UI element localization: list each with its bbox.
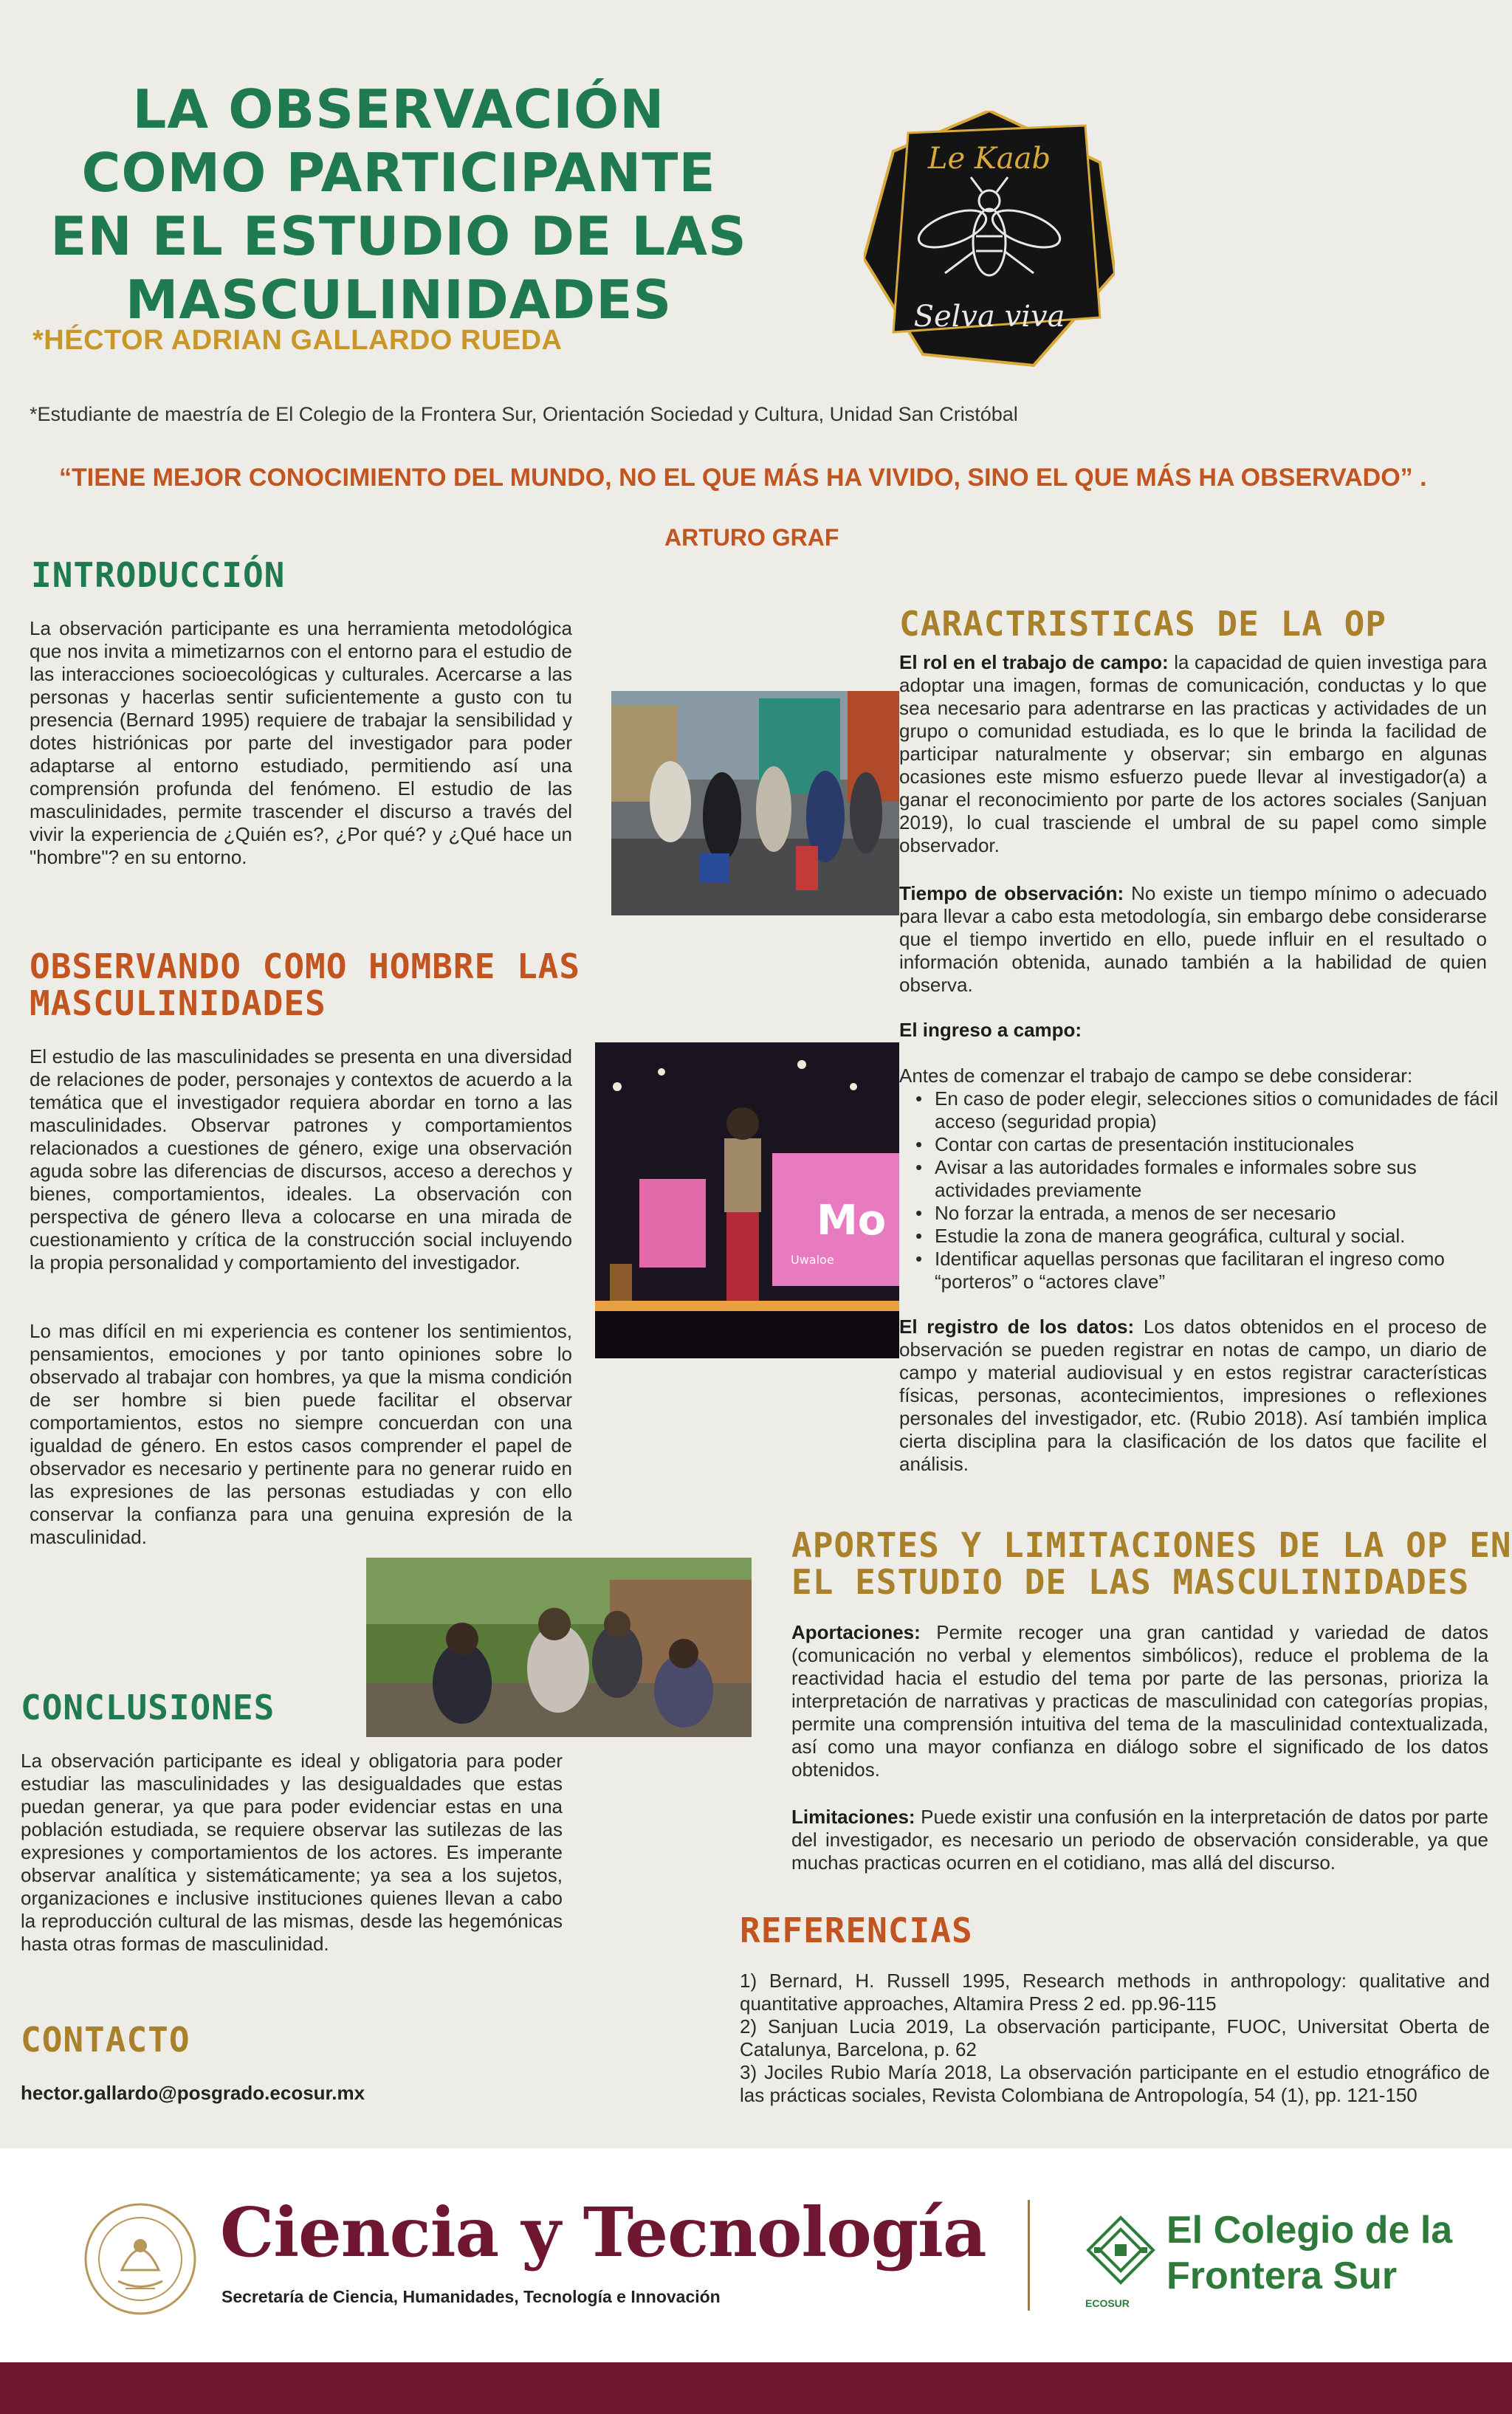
list-item: • Estudie la zona de manera geográfica, cultural y social. [915,1225,1503,1248]
reference-item: 1) Bernard, H. Russell 1995, Research methods in anthropology: qualitative and quantitative approaches, Altamira Press 2 ed. pp.96-115 [740,1970,1490,2015]
ecosur-label: ECOSUR [1085,2297,1130,2309]
colegio-line-2: Frontera Sur [1166,2255,1398,2297]
aportes-heading-line1: APORTES Y LIMITACIONES DE LA OP EN [791,1525,1512,1565]
observando-heading-line1: OBSERVANDO COMO HOMBRE LAS [30,946,581,986]
epigraph-quote: “TIENE MEJOR CONOCIMIENTO DEL MUNDO, NO EL QUE MÁS HA VIVIDO, SINO EL QUE MÁS HA OBSERVADO” . [59,464,1427,492]
tiempo-text: No existe un tiempo mínimo o adecuado para llevar a cabo esta metodología, sin embargo debe considerarse que el tiempo invertido en ello, puede influir en el resultado o información obtenida, aunado también a la habilidad de quien observa. [899,882,1487,996]
reference-item: 3) Jociles Rubio María 2018, La observación participante en el estudio etnográfico de las prácticas sociales, Revista Colombiana de Antropología, 54 (1), pp. 121-150 [740,2061,1490,2106]
group-photo [366,1558,752,1737]
aportes-heading-line2: EL ESTUDIO DE LAS MASCULINIDADES [791,1562,1470,1602]
ciencia-tecnologia-logotype: Ciencia y Tecnología [220,2193,986,2272]
caracteristicas-heading: CARACTRISTICAS DE LA OP [899,604,1386,644]
list-item: • Avisar a las autoridades formales e informales sobre sus actividades previamente [915,1156,1503,1202]
contacto-heading: CONTACTO [21,2020,190,2060]
observando-paragraph-1: El estudio de las masculinidades se presenta en una diversidad de relaciones de poder, personajes y contextos de acuerdo a la temática que el investigador requiera abordar en torno a las masculinidades. Observar patrones y comportamientos relacionados a cuestiones de género, exige una observación aguda sobre las diferencias de discursos, acceso a derechos y bienes, comportamientos, ideales. La observación con perspectiva de género lleva a colocarse en una mirada de cuestionamiento y crítica de la construcción social incluyendo la propia personalidad y comportamiento del investigador. [30,1045,572,1273]
le-kaab-logo [864,111,1115,369]
colegio-frontera-sur-name [1166,2207,1452,2299]
intro-heading: INTRODUCCIÓN [31,555,286,595]
aportaciones-paragraph [791,1621,1488,1781]
aportaciones-text: Permite recoger una gran cantidad y variedad de datos (comunicación no verbal y elementos simbólicos), reduce el problema de la reactividad hacia el estudio del tema por parte de las personas, prioriza la interpretación de narrativas y practicas de masculinidad con categorías propias, permite una comprensión intuitiva del tema de la masculinidad contextualizada, así como una mayor confianza en diálogo sobre el significado de los datos obtenidos. [791,1621,1488,1781]
list-item: • Contar con cartas de presentación institucionales [915,1133,1503,1156]
list-item: • No forzar la entrada, a menos de ser necesario [915,1202,1503,1225]
referencias-list [740,1970,1490,2107]
ingreso-label-text: El ingreso a campo: [899,1019,1082,1041]
festival-photo [611,691,899,915]
stage-photo [595,1042,899,1358]
stage-banner-text: Mo [817,1197,887,1245]
logo-top-text: Le Kaab [927,142,1051,176]
conclusiones-heading: CONCLUSIONES [21,1688,275,1727]
rol-label: El rol en el trabajo de campo: [899,651,1169,673]
contact-email[interactable]: hector.gallardo@posgrado.ecosur.mx [21,2082,365,2104]
registro-text: Los datos obtenidos en el proceso de observación se pueden registrar en notas de campo, un diario de campo y material audiovisual y en estos registrar características físicas, personas, acontecimientos, impresiones o reflexiones personales del investigador, etc. (Rubio 2018). Así también implica cierta disciplina para la clasificación de los datos que facilite el análisis. [899,1316,1487,1475]
registro-label: El registro de los datos: [899,1316,1135,1338]
author-name: *HÉCTOR ADRIAN GALLARDO RUEDA [32,325,563,356]
ingreso-intro: Antes de comenzar el trabajo de campo se debe considerar: [899,1065,1413,1087]
aportaciones-label: Aportaciones: [791,1621,921,1643]
secretaria-text: Secretaría de Ciencia, Humanidades, Tecnología e Innovación [221,2287,721,2306]
intro-text: La observación participante es una herramienta metodológica que nos invita a mimetizarnos con el entorno para el estudio de las interacciones socioecológicas y culturales. Acercarse a las personas y hacerlas sentir suficientemente a gusto con tu presencia (Bernard 1995) requiere de trabajar la sensibilidad y dotes histriónicas por parte del investigador para poder adaptarse al entorno estudiado, permitiendo así una comprensión profunda del fenómeno. El estudio de las masculinidades, permite trascender el discurso a través del vivir la experiencia de ¿Quién es?, ¿Por qué? y ¿Qué hace un "hombre"? en su entorno. [30,617,572,868]
observando-paragraph-2: Lo mas difícil en mi experiencia es contener los sentimientos, pensamientos, emociones y por tanto opiniones sobre lo observado al trabajar con hombres, ya que la misma condición de ser hombre si bien puede facilitar el observar comportamientos, estos no siempre concuerdan con una igualdad de género. En estos casos comprender el papel de observador es necesario y pertinente para no generar ruido en las expresiones de las personas estudiadas y con ello conservar la confianza para una genuina expresión de la masculinidad. [30,1320,572,1548]
tiempo-label: Tiempo de observación: [899,882,1124,904]
poster-title: LA OBSERVACIÓN COMO PARTICIPANTE EN EL ESTUDIO DE LAS MASCULINIDADES [50,78,747,331]
mexico-coat-of-arms-icon [81,2200,199,2318]
footer-divider [1028,2200,1030,2311]
limitaciones-label: Limitaciones: [791,1806,915,1828]
limitaciones-paragraph [791,1806,1488,1874]
rol-text: la capacidad de quien investiga para adoptar una imagen, formas de comunicación, conductas y lo que sea necesario para adentrarse en las practicas y actividades de un grupo o comunidad estudiada, es lo que le brinda la facilidad de participar naturalmente y observar; sin embargo en algunas ocasiones este mismo esfuerzo puede llevar al investigador(a) a ganar el reconocimiento por parte de los actores sociales (Sanjuan 2019), lo cual trasciende el umbral de su papel como simple observador. [899,651,1487,856]
epigraph-author: ARTURO GRAF [664,524,839,551]
footer-band [0,2362,1512,2414]
rol-paragraph [899,651,1487,857]
stage-banner-small-text: Uwaloe [791,1253,834,1267]
referencias-heading: REFERENCIAS [740,1911,973,1950]
colegio-line-1: El Colegio de la [1166,2209,1453,2252]
conclusiones-text: La observación participante es ideal y obligatoria para poder estudiar las masculinidades y las desigualdades que estas puedan generar, ya que para poder evidenciar estas en una población estudiada, se requiere observar las sutilezas de las expresiones y comportamientos de los actores. Es imperante observar analítica y sistemáticamente; ya sea a los sujetos, organizaciones e inclusive instituciones quienes llevan a cabo la reproducción cultural de las mismas, desde las hegemónicas hasta otras formas de masculinidad. [21,1750,563,1955]
affiliation: *Estudiante de maestría de El Colegio de la Frontera Sur, Orientación Sociedad y Cultura, Unidad San Cristóbal [30,403,1018,425]
reference-item: 2) Sanjuan Lucia 2019, La observación participante, FUOC, Universitat Oberta de Catalunya, Barcelona, p. 62 [740,2015,1490,2060]
observando-heading-line2: MASCULINIDADES [30,983,326,1023]
list-item: • En caso de poder elegir, selecciones sitios o comunidades de fácil acceso (seguridad propia) [915,1087,1503,1133]
tiempo-paragraph [899,882,1487,997]
list-item: • Identificar aquellas personas que facilitaran el ingreso como “porteros” o “actores clave” [915,1248,1503,1293]
ecosur-logo-icon [1085,2215,1156,2289]
ingreso-label [899,1019,1487,1042]
ingreso-list [915,1087,1503,1293]
registro-paragraph [899,1316,1487,1476]
logo-bottom-text: Selva viva [913,300,1065,334]
limitaciones-text: Puede existir una confusión en la interpretación de datos por parte del investigador, es necesario un periodo de observación considerable, ya que muchas practicas ocurren en el cotidiano, mas allá del discurso. [791,1806,1488,1874]
